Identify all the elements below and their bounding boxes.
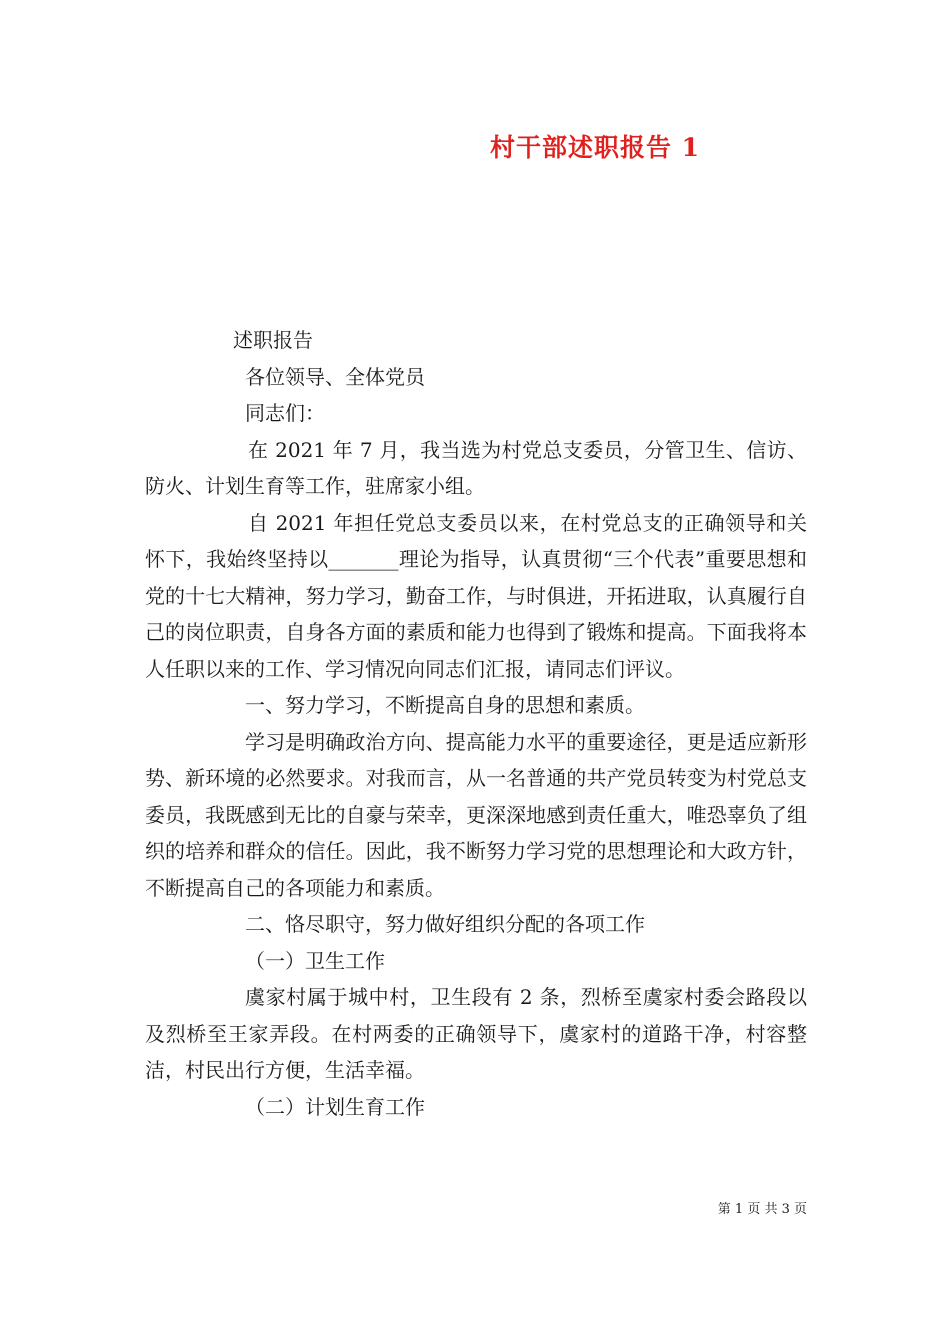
paragraph-greeting: 同志们： (245, 401, 325, 425)
section-heading-duties: 二、恪尽职守，努力做好组织分配的各项工作 (245, 912, 645, 936)
document-title: 村干部述职报告 1 (489, 133, 701, 162)
paragraph-introduction: 自 2021 年担任党总支委员以来，在村党总支的正确领导和关怀下，我始终坚持以_______理论为指导，认真贯彻“三个代表”重要思想和党的十七大精神，努力学习，勤奋工作，与时俱进，开拓进取，认真履行自己的岗位职责，自身各方面的素质和能力也得到了锻炼和提高。下面我将本人任职以来的工作、学习情况向同志们汇报，请同志们评议。 (145, 510, 807, 681)
section-heading-study: 一、努力学习，不断提高自身的思想和素质。 (245, 693, 645, 717)
paragraph-salutation: 各位领导、全体党员 (245, 364, 425, 389)
document-body (145, 322, 807, 1125)
page-number: 第 1 页 共 3 页 (717, 1202, 807, 1217)
paragraph-sanitation: 虞家村属于城中村，卫生段有 2 条，烈桥至虞家村委会路段以及烈桥至王家弄段。在村两委的正确领导下，虞家村的道路干净，村容整洁，村民出行方便，生活幸福。 (145, 985, 807, 1082)
subheading-family-planning: （二）计划生育工作 (245, 1094, 425, 1119)
subheading-sanitation: （一）卫生工作 (245, 948, 385, 973)
paragraph-heading: 述职报告 (233, 328, 313, 352)
paragraph-appointment: 在 2021 年 7 月，我当选为村党总支委员，分管卫生、信访、防火、计划生育等工作，驻席家小组。 (145, 437, 807, 498)
paragraph-study: 学习是明确政治方向、提高能力水平的重要途径，更是适应新形势、新环境的必然要求。对我而言，从一名普通的共产党员转变为村党总支委员，我既感到无比的自豪与荣幸，更深深地感到责任重大，唯恐辜负了组织的培养和群众的信任。因此，我不断努力学习党的思想理论和大政方针，不断提高自己的各项能力和素质。 (145, 729, 807, 900)
